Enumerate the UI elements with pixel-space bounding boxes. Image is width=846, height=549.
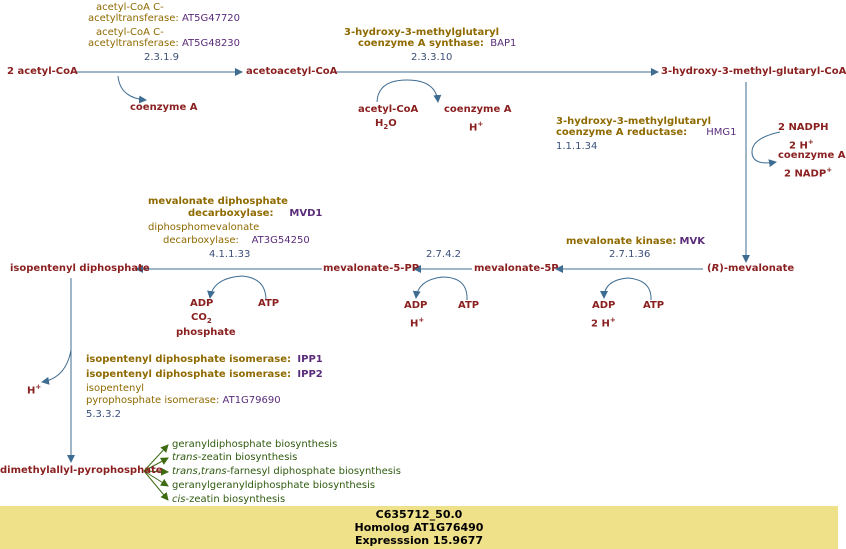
ec-2-3-1-9[interactable]: 2.3.1.9 [144, 52, 179, 63]
compound-adp-1[interactable]: ADP [592, 300, 616, 311]
pathway-link-farnesyl-diphosphate[interactable]: trans,trans-farnesyl diphosphate biosynthesis [172, 466, 401, 477]
compound-mevalonate-5p[interactable]: mevalonate-5P [474, 263, 559, 274]
enzyme-ipi-3: pyrophosphate isomerase: AT1G79690 [86, 395, 281, 406]
compound-r-mevalonate[interactable]: (R)-mevalonate [707, 263, 795, 274]
arrow-hmgs-side [377, 80, 438, 102]
footer-expression: Expresssion 15.9677 [354, 534, 484, 547]
gene-at3g54250[interactable]: AT3G54250 [251, 235, 310, 246]
enzyme-mvd2: decarboxylase: AT3G54250 [163, 235, 310, 246]
ec-2-3-3-10[interactable]: 2.3.3.10 [411, 52, 453, 63]
enzyme-hmgs-name: 3-hydroxy-3-methylglutaryl [344, 27, 500, 38]
compound-atp-1[interactable]: ATP [643, 300, 665, 311]
gene-ipp2[interactable]: IPP2 [297, 369, 323, 380]
enzyme-thiolase-2: acetyltransferase: AT5G48230 [88, 38, 241, 49]
compound-h2o[interactable]: $H_2O$ [375, 118, 397, 131]
compound-co2[interactable]: $CO_2$ [191, 312, 212, 325]
compound-h-plus-5[interactable]: H+ [27, 383, 42, 397]
compound-nadph[interactable]: 2 NADPH [778, 122, 829, 133]
compound-isopentenyl-diphosphate[interactable]: isopentenyl diphosphate [10, 263, 150, 274]
gene-at1g79690[interactable]: AT1G79690 [222, 395, 281, 406]
gene-mvd1[interactable]: MVD1 [289, 208, 323, 219]
compound-phosphate[interactable]: phosphate [176, 327, 236, 338]
arrow-mvk-side [604, 278, 651, 300]
enzyme-mvd: decarboxylase: MVD1 [188, 208, 323, 219]
compound-acetyl-coa[interactable]: acetyl-CoA [358, 104, 419, 115]
ec-4-1-1-33[interactable]: 4.1.1.33 [209, 249, 251, 260]
compound-adp-2[interactable]: ADP [404, 300, 428, 311]
compound-atp-2[interactable]: ATP [458, 300, 480, 311]
enzyme-ipi-3-name: isopentenyl [86, 383, 145, 394]
compound-2-acetyl-coa[interactable]: 2 acetyl-CoA [7, 66, 78, 77]
enzyme-thiolase-1: acetyltransferase: AT5G47720 [88, 13, 241, 24]
compound-acetoacetyl-coa[interactable]: acetoacetyl-CoA [246, 66, 338, 77]
expression-footer [0, 506, 838, 549]
ec-5-3-3-2[interactable]: 5.3.3.2 [86, 409, 121, 420]
gene-at5g47720[interactable]: AT5G47720 [181, 13, 241, 24]
gene-bap1[interactable]: BAP1 [490, 38, 517, 49]
gene-hmg1[interactable]: HMG1 [706, 127, 737, 138]
arrow-pmk-side [416, 277, 467, 300]
pathway-link-trans-zeatin[interactable]: trans-zeatin biosynthesis [172, 452, 298, 463]
compound-h-plus-3[interactable]: 2 H+ [591, 316, 616, 330]
arrow-hmgr-side [752, 132, 780, 163]
compound-dmapp[interactable]: dimethylallyl-pyrophosphate [0, 465, 163, 476]
enzyme-mvd-name: mevalonate diphosphate [148, 196, 288, 207]
compound-h-plus[interactable]: H+ [469, 120, 484, 134]
ec-2-7-1-36[interactable]: 2.7.1.36 [609, 249, 651, 260]
compound-mevalonate-5pp[interactable]: mevalonate-5-PP [323, 263, 420, 274]
compound-hmg-coa[interactable]: 3-hydroxy-3-methyl-glutaryl-CoA [661, 66, 846, 77]
enzyme-thiolase-1-name: acetyl-CoA C- [96, 2, 164, 13]
compound-coenzyme-a[interactable]: coenzyme A [130, 102, 198, 113]
enzyme-hmgr: coenzyme A reductase: HMG1 [556, 127, 737, 138]
compound-h-plus-2[interactable]: 2 H+ [789, 138, 814, 152]
gene-mvk[interactable]: MVK [679, 236, 705, 247]
gene-ipp1[interactable]: IPP1 [297, 354, 323, 365]
compound-nadp[interactable]: 2 NADP+ [784, 166, 833, 180]
compound-atp-3[interactable]: ATP [258, 298, 280, 309]
footer-probe-id: C635712_50.0 [375, 508, 463, 521]
compound-adp-3[interactable]: ADP [190, 298, 214, 309]
pathway-link-geranyldiphosphate[interactable]: geranyldiphosphate biosynthesis [172, 439, 338, 450]
enzyme-mvk: mevalonate kinase: MVK [566, 236, 705, 247]
enzyme-ipi-1: isopentenyl diphosphate isomerase: IPP1 [86, 354, 323, 365]
arrow-mvd-side [210, 276, 266, 300]
compound-coenzyme-a-2[interactable]: coenzyme A [444, 104, 512, 115]
arrow-coa-out [118, 76, 146, 100]
ec-2-7-4-2[interactable]: 2.7.4.2 [426, 249, 461, 260]
enzyme-thiolase-2-name: acetyl-CoA C- [96, 27, 164, 38]
enzyme-hmgr-name: 3-hydroxy-3-methylglutaryl [556, 116, 712, 127]
enzyme-hmgs: coenzyme A synthase: BAP1 [358, 38, 517, 49]
enzyme-mvd2-name: diphosphomevalonate [148, 222, 260, 233]
compound-coenzyme-a-3[interactable]: coenzyme A [778, 150, 846, 161]
ec-1-1-1-34[interactable]: 1.1.1.34 [556, 141, 598, 152]
pathway-link-geranylgeranyldiphosphate[interactable]: geranylgeranyldiphosphate biosynthesis [172, 480, 376, 491]
enzyme-ipi-2: isopentenyl diphosphate isomerase: IPP2 [86, 369, 323, 380]
footer-homolog: Homolog AT1G76490 [354, 521, 484, 534]
pathway-link-cis-zeatin[interactable]: cis-zeatin biosynthesis [172, 494, 286, 505]
gene-at5g48230[interactable]: AT5G48230 [181, 38, 241, 49]
compound-h-plus-4[interactable]: H+ [410, 316, 425, 330]
arrow-ipi-side [42, 350, 71, 382]
